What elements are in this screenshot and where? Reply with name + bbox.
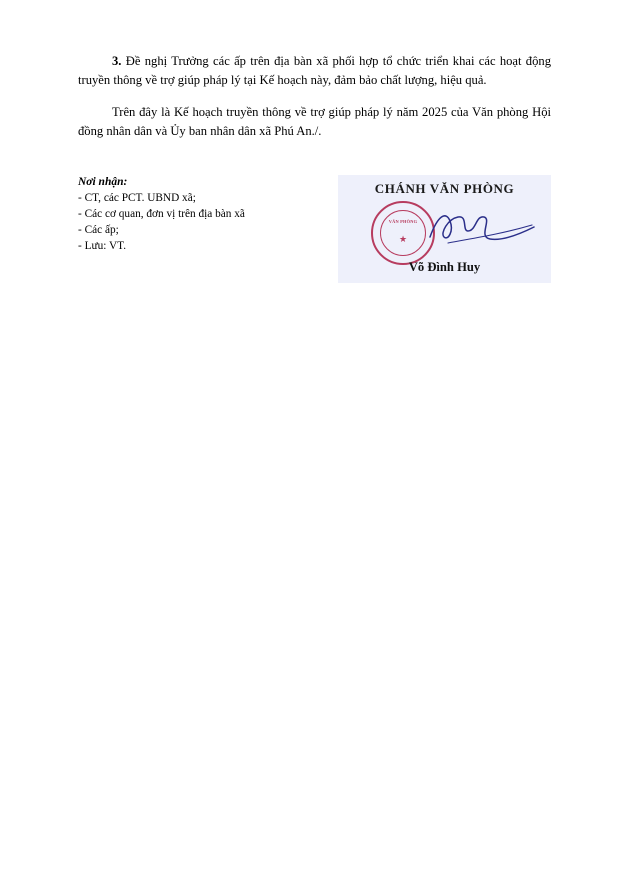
document-body: [78, 52, 551, 142]
signature-title: CHÁNH VĂN PHÒNG: [374, 181, 515, 196]
recipients-item: - Lưu: VT.: [78, 240, 127, 253]
signer-name: Võ Đình Huy: [408, 260, 481, 274]
paragraph-3-text: Đề nghị Trưởng các ấp trên địa bàn xã phối hợp tổ chức triển khai các hoạt động truyền thông về trợ giúp pháp lý tại Kế hoạch này, đảm bảo chất lượng, hiệu quả.: [78, 54, 551, 88]
seal-text-line-1: VĂN PHÒNG: [388, 219, 418, 224]
recipients-block: [78, 176, 328, 254]
official-seal-icon: [371, 201, 435, 265]
seal-inner-ring: [380, 210, 426, 256]
recipients-item: - Các cơ quan, đơn vị trên địa bàn xã: [78, 208, 245, 221]
seal-star-icon: ★: [398, 234, 408, 244]
recipients-title: Nơi nhận:: [78, 176, 128, 188]
paragraph-closing-text: Trên đây là Kế hoạch truyền thông về trợ giúp pháp lý năm 2025 của Văn phòng Hội đồng nhân dân và Ủy ban nhân dân xã Phú An./.: [78, 105, 551, 139]
recipients-item: - CT, các PCT. UBND xã;: [78, 192, 196, 204]
paragraph-closing: [78, 103, 551, 141]
document-footer: [78, 176, 551, 296]
handwritten-signature-icon: [418, 197, 538, 259]
paragraph-3-number: 3.: [112, 54, 122, 68]
signature-block: [338, 175, 551, 283]
stamp-area: [338, 197, 551, 257]
paragraph-3: [78, 52, 551, 90]
recipients-item: - Các ấp;: [78, 224, 119, 237]
